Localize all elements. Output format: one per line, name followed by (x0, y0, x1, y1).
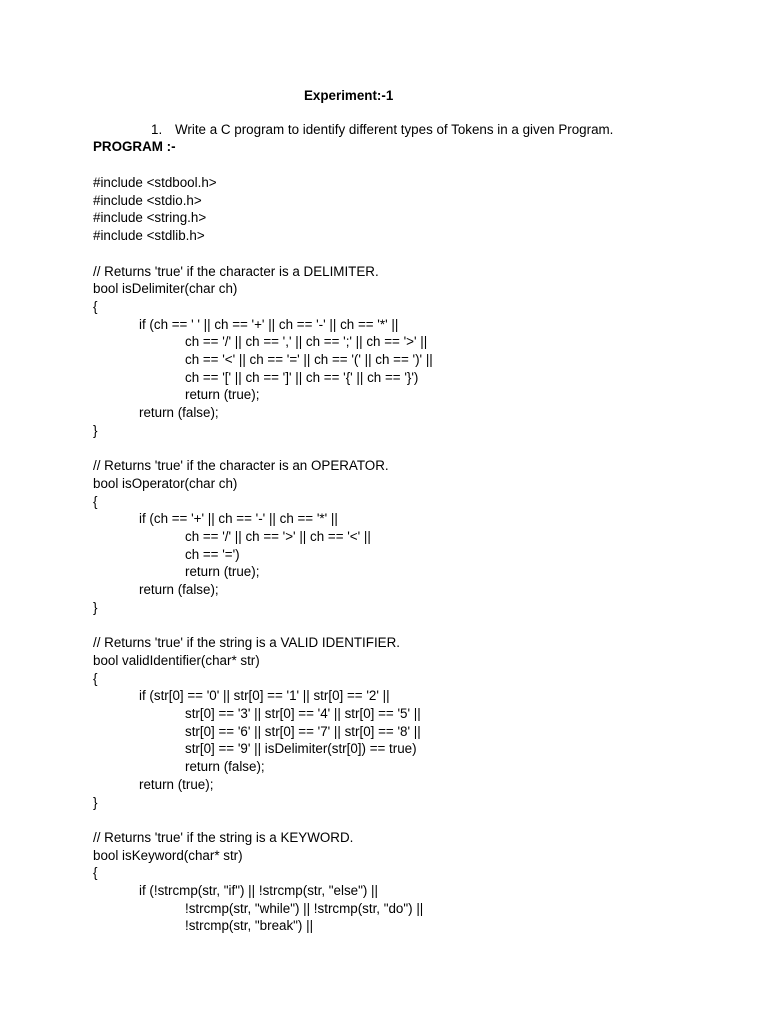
code-line: } (93, 599, 98, 615)
code-line: return (true); (185, 387, 260, 403)
code-line: ch == '/' || ch == ',' || ch == ';' || ch == '>' || (185, 334, 428, 350)
code-line: #include <stdbool.h> (93, 175, 217, 190)
code-line: { (93, 670, 98, 686)
code-line: bool isOperator(char ch) (93, 475, 238, 491)
code-line: ch == '[' || ch == ']' || ch == '{' || ch == '}') (185, 369, 419, 385)
code-line: bool isKeyword(char* str) (93, 847, 243, 863)
program-heading: PROGRAM :- (93, 139, 176, 154)
code-line: return (true); (185, 564, 260, 580)
code-line: ch == '=') (185, 546, 240, 562)
code-line: // Returns 'true' if the character is an OPERATOR. (93, 458, 389, 474)
code-line: str[0] == '3' || str[0] == '4' || str[0] == '5' || (185, 706, 421, 721)
code-line: { (93, 865, 98, 881)
code-line: ch == '<' || ch == '=' || ch == '(' || ch == ')' || (185, 352, 433, 367)
code-line: if (!strcmp(str, "if") || !strcmp(str, "else") || (139, 883, 378, 898)
code-line: if (ch == ' ' || ch == '+' || ch == '-' || ch == '*' || (139, 316, 399, 332)
code-line: // Returns 'true' if the character is a DELIMITER. (93, 263, 379, 279)
code-line: #include <stdio.h> (93, 192, 202, 208)
page-title: Experiment:-1 (304, 88, 394, 103)
code-line: if (ch == '+' || ch == '-' || ch == '*' || (139, 511, 338, 527)
code-line: return (false); (185, 759, 265, 775)
code-line: } (93, 422, 98, 438)
code-line: #include <string.h> (93, 210, 207, 226)
code-line: return (false); (139, 405, 219, 421)
code-line: ch == '/' || ch == '>' || ch == '<' || (185, 529, 371, 544)
task-number: 1. (151, 122, 163, 137)
task-text: Write a C program to identify different types of Tokens in a given Program. (175, 122, 614, 137)
code-line: !strcmp(str, "break") || (185, 918, 314, 934)
code-line: { (93, 493, 98, 509)
code-line: // Returns 'true' if the string is a KEYWORD. (93, 829, 354, 845)
code-line: str[0] == '6' || str[0] == '7' || str[0] == '8' || (185, 723, 421, 739)
code-line: return (false); (139, 582, 219, 598)
code-line: #include <stdlib.h> (93, 228, 205, 244)
code-line: // Returns 'true' if the string is a VALID IDENTIFIER. (93, 635, 400, 651)
code-line: if (str[0] == '0' || str[0] == '1' || str[0] == '2' || (139, 688, 390, 704)
code-line: bool validIdentifier(char* str) (93, 652, 260, 668)
code-line: str[0] == '9' || isDelimiter(str[0]) == true) (185, 741, 417, 757)
code-line: !strcmp(str, "while") || !strcmp(str, "do") || (185, 900, 424, 916)
code-line: return (true); (139, 776, 214, 792)
code-line: } (93, 794, 98, 810)
code-line: { (93, 298, 98, 314)
code-line: bool isDelimiter(char ch) (93, 281, 238, 297)
